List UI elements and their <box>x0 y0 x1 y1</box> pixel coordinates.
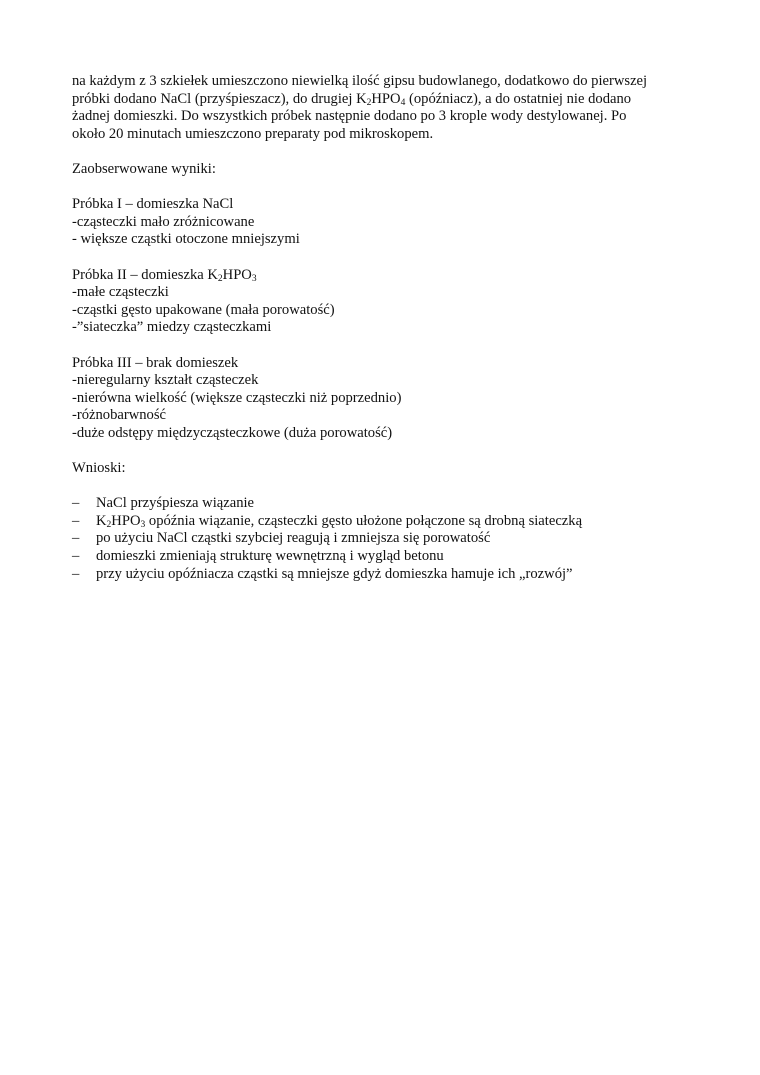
list-item: -różnobarwność <box>72 407 167 424</box>
document-page <box>72 73 702 583</box>
dash-bullet: – <box>72 495 80 512</box>
list-item: -nieregularny kształt cząsteczek <box>72 372 259 389</box>
intro-line: próbki dodano NaCl (przyśpieszacz), do drugiej $K_2HPO_4$ (opóźniacz), a do ostatniej nie dodano <box>72 90 632 108</box>
sample-1-section <box>72 196 702 249</box>
sample-3-title: Próbka III – brak domieszek <box>72 354 239 371</box>
sample-2-section <box>72 267 702 337</box>
intro-paragraph <box>72 73 702 143</box>
list-item: - większe cząstki otoczone mniejszymi <box>72 231 300 248</box>
results-heading: Zaobserwowane wyniki: <box>72 160 216 177</box>
sample-1-title: Próbka I – domieszka NaCl <box>72 196 234 213</box>
list-item: – $K_2HPO_3$ opóźnia wiązanie, cząsteczki gęsto ułożone połączone są drobną siateczką <box>72 512 583 530</box>
list-item: – domieszki zmieniają strukturę wewnętrzną i wygląd betonu <box>72 548 444 565</box>
conclusions-list <box>72 495 702 583</box>
list-item: -”siateczka” miedzy cząsteczkami <box>72 319 272 336</box>
list-item: -cząstki gęsto upakowane (mała porowatość) <box>72 301 335 318</box>
dash-bullet: – <box>72 548 80 565</box>
list-item: -małe cząsteczki <box>72 284 169 301</box>
sample-2-title: Próbka II – domieszka $K_2HPO_3$ <box>72 266 257 284</box>
intro-line: około 20 minutach umieszczono preparaty pod mikroskopem. <box>72 125 434 142</box>
list-item: – po użyciu NaCl cząstki szybciej reagują i zmniejsza się porowatość <box>72 530 491 547</box>
list-item: – przy użyciu opóźniacza cząstki są mniejsze gdyż domieszka hamuje ich „rozwój” <box>72 565 573 582</box>
sample-3-section <box>72 355 702 443</box>
list-item: – NaCl przyśpiesza wiązanie <box>72 495 255 512</box>
dash-bullet: – <box>72 530 80 547</box>
dash-bullet: – <box>72 512 80 529</box>
list-item: -cząsteczki mało zróżnicowane <box>72 213 255 230</box>
intro-line: na każdym z 3 szkiełek umieszczono niewielką ilość gipsu budowlanego, dodatkowo do pierwszej <box>72 73 648 89</box>
list-item: -nierówna wielkość (większe cząsteczki niż poprzednio) <box>72 389 402 406</box>
intro-line: żadnej domieszki. Do wszystkich próbek następnie dodano po 3 krople wody destylowanej. Po <box>72 108 627 125</box>
dash-bullet: – <box>72 565 80 582</box>
conclusions-heading: Wnioski: <box>72 460 126 477</box>
list-item: -duże odstępy międzycząsteczkowe (duża porowatość) <box>72 424 393 441</box>
